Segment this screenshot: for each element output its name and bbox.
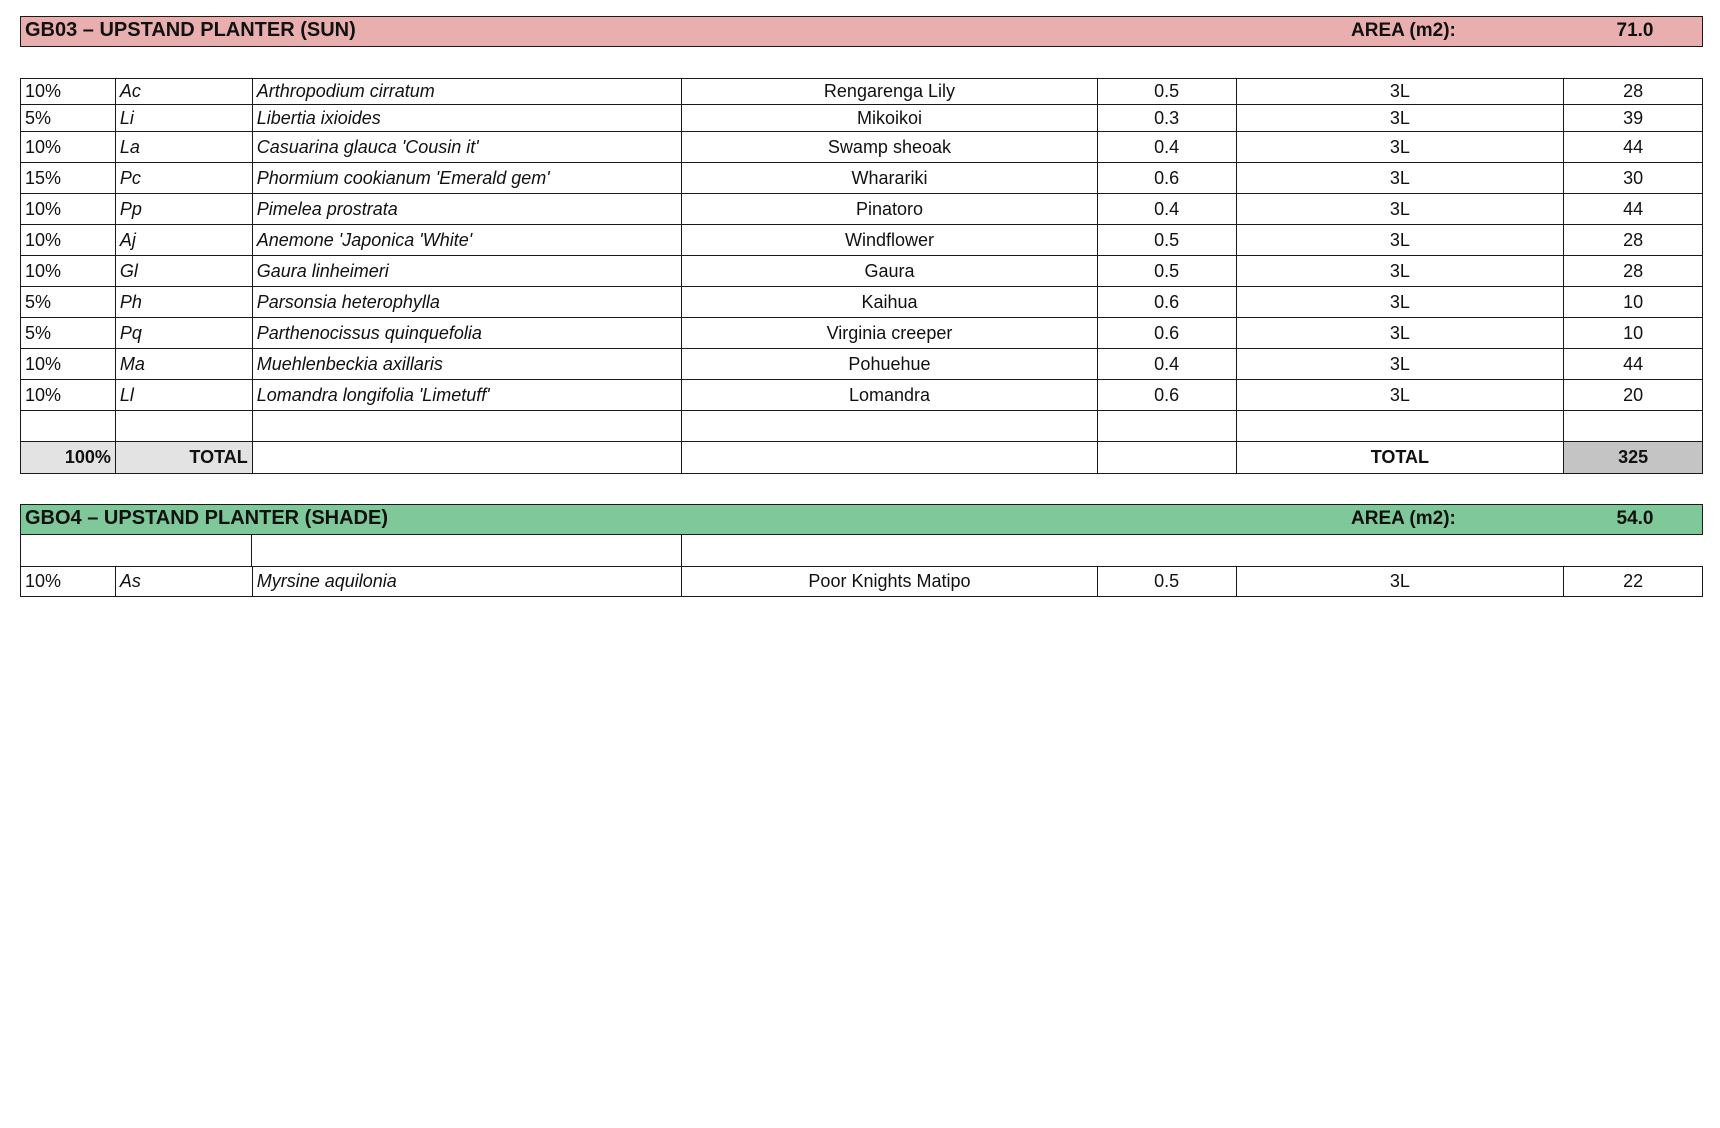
table-row <box>21 567 1702 596</box>
size-cell: 3L <box>1237 318 1565 348</box>
pct-cell: 5% <box>21 287 116 317</box>
spacing-cell: 0.5 <box>1098 256 1237 286</box>
spacing-cell: 0.4 <box>1098 349 1237 379</box>
total-pct-cell: 100% <box>21 442 116 473</box>
spacing-cell: 0.4 <box>1098 132 1237 162</box>
empty-table-row <box>21 411 1702 442</box>
qty-cell: 30 <box>1623 167 1644 188</box>
common-name-cell: Gaura <box>682 256 1098 286</box>
spacing-cell: 0.5 <box>1098 79 1237 104</box>
section-title-sun: GB03 – UPSTAND PLANTER (SUN) <box>25 19 356 41</box>
code-cell: Ac <box>116 79 253 104</box>
size-cell: 3L <box>1237 225 1565 255</box>
common-name-cell: Pohuehue <box>682 349 1098 379</box>
botanical-name-cell: Muehlenbeckia axillaris <box>253 349 682 379</box>
common-name-cell: Swamp sheoak <box>682 132 1098 162</box>
common-name-cell: Lomandra <box>682 380 1098 410</box>
botanical-name-cell: Parsonsia heterophylla <box>253 287 682 317</box>
table-row <box>21 194 1702 225</box>
qty-cell: 28 <box>1623 229 1644 250</box>
botanical-name-cell: Gaura linheimeri <box>253 256 682 286</box>
plant-table-shade <box>20 566 1703 597</box>
size-cell: 3L <box>1237 380 1565 410</box>
code-cell: Li <box>116 105 253 131</box>
code-cell: Pq <box>116 318 253 348</box>
common-name-cell: Pinatoro <box>682 194 1098 224</box>
pct-cell: 5% <box>21 105 116 131</box>
size-cell: 3L <box>1237 194 1565 224</box>
code-cell: Pc <box>116 163 253 193</box>
pct-cell: 10% <box>21 132 116 162</box>
area-label-sun: AREA (m2): <box>1351 20 1456 41</box>
size-cell: 3L <box>1237 79 1565 104</box>
area-value-shade: 54.0 <box>1616 508 1654 529</box>
size-cell: 3L <box>1237 132 1565 162</box>
table-row <box>21 380 1702 411</box>
size-cell: 3L <box>1237 287 1565 317</box>
qty-cell: 22 <box>1623 571 1644 591</box>
botanical-name-cell: Lomandra longifolia 'Limetuff' <box>253 380 682 410</box>
common-name-cell: Mikoikoi <box>682 105 1098 131</box>
qty-cell: 10 <box>1623 322 1644 343</box>
spacing-cell: 0.6 <box>1098 380 1237 410</box>
pct-cell: 15% <box>21 163 116 193</box>
total-label-right: TOTAL <box>1237 442 1565 473</box>
botanical-name-cell: Anemone 'Japonica 'White' <box>253 225 682 255</box>
pct-cell: 10% <box>21 225 116 255</box>
qty-cell: 10 <box>1623 291 1644 312</box>
area-label-shade: AREA (m2): <box>1351 508 1456 529</box>
botanical-name-cell: Arthropodium cirratum <box>253 79 682 104</box>
size-cell: 3L <box>1237 163 1565 193</box>
table-row <box>21 287 1702 318</box>
botanical-name-cell: Phormium cookianum 'Emerald gem' <box>253 163 682 193</box>
spacing-cell: 0.6 <box>1098 318 1237 348</box>
section-header-shade <box>20 504 1703 535</box>
qty-cell: 39 <box>1623 107 1644 128</box>
pct-cell: 10% <box>21 349 116 379</box>
total-label-left: TOTAL <box>116 442 253 473</box>
common-name-cell: Virginia creeper <box>682 318 1098 348</box>
table-row <box>21 105 1702 132</box>
shade-spacer-row <box>20 535 682 566</box>
code-cell: As <box>116 567 253 596</box>
qty-cell: 28 <box>1623 260 1644 281</box>
size-cell: 3L <box>1237 105 1565 131</box>
pct-cell: 10% <box>21 194 116 224</box>
spacing-cell: 0.6 <box>1098 163 1237 193</box>
pct-cell: 10% <box>21 380 116 410</box>
botanical-name-cell: Myrsine aquilonia <box>253 567 682 596</box>
plant-table-sun <box>20 78 1703 474</box>
table-row <box>21 349 1702 380</box>
spacing-cell: 0.5 <box>1098 567 1237 596</box>
area-value-sun: 71.0 <box>1616 20 1654 41</box>
spacing-cell: 0.4 <box>1098 194 1237 224</box>
total-row <box>21 442 1702 473</box>
code-cell: Pp <box>116 194 253 224</box>
common-name-cell: Poor Knights Matipo <box>682 567 1098 596</box>
code-cell: Ma <box>116 349 253 379</box>
code-cell: Ph <box>116 287 253 317</box>
code-cell: Ll <box>116 380 253 410</box>
qty-cell: 44 <box>1623 198 1644 219</box>
size-cell: 3L <box>1237 256 1565 286</box>
section-header-sun <box>20 16 1703 47</box>
spacing-cell: 0.6 <box>1098 287 1237 317</box>
section-title-shade: GBO4 – UPSTAND PLANTER (SHADE) <box>25 507 388 529</box>
pct-cell: 5% <box>21 318 116 348</box>
table-row <box>21 256 1702 287</box>
qty-cell: 20 <box>1623 384 1644 405</box>
table-row <box>21 79 1702 105</box>
code-cell: Aj <box>116 225 253 255</box>
qty-cell: 44 <box>1623 353 1644 374</box>
spacing-cell: 0.3 <box>1098 105 1237 131</box>
code-cell: La <box>116 132 253 162</box>
table-row <box>21 132 1702 163</box>
spacing-cell: 0.5 <box>1098 225 1237 255</box>
table-row <box>21 163 1702 194</box>
botanical-name-cell: Parthenocissus quinquefolia <box>253 318 682 348</box>
code-cell: Gl <box>116 256 253 286</box>
qty-cell: 28 <box>1623 81 1644 101</box>
total-qty-cell: 325 <box>1564 442 1702 473</box>
botanical-name-cell: Pimelea prostrata <box>253 194 682 224</box>
common-name-cell: Wharariki <box>682 163 1098 193</box>
size-cell: 3L <box>1237 567 1565 596</box>
size-cell: 3L <box>1237 349 1565 379</box>
common-name-cell: Windflower <box>682 225 1098 255</box>
pct-cell: 10% <box>21 79 116 104</box>
pct-cell: 10% <box>21 256 116 286</box>
common-name-cell: Rengarenga Lily <box>682 79 1098 104</box>
qty-cell: 44 <box>1623 136 1644 157</box>
table-row <box>21 318 1702 349</box>
table-row <box>21 225 1702 256</box>
common-name-cell: Kaihua <box>682 287 1098 317</box>
pct-cell: 10% <box>21 567 116 596</box>
botanical-name-cell: Libertia ixioides <box>253 105 682 131</box>
botanical-name-cell: Casuarina glauca 'Cousin it' <box>253 132 682 162</box>
